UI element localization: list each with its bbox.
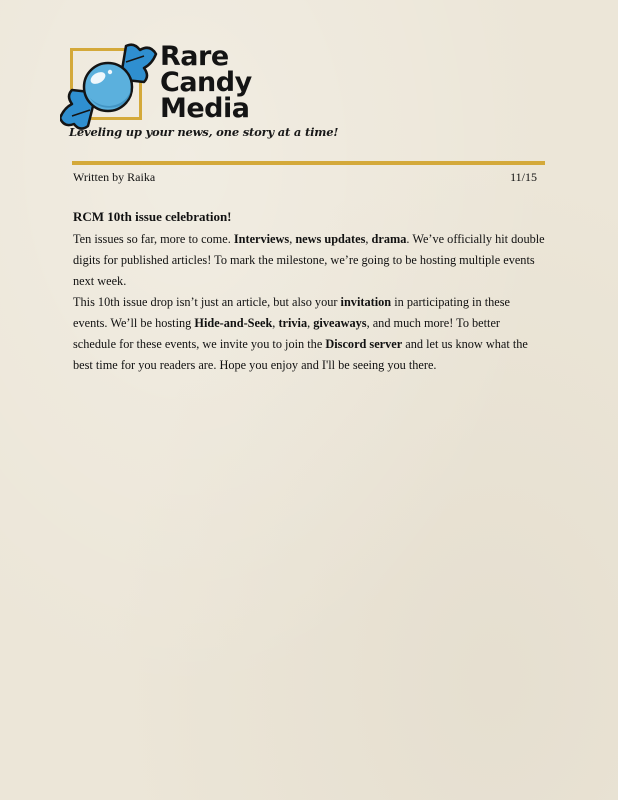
- brand-title-line-3: Media: [160, 93, 250, 124]
- brand-title-line-2: Candy: [160, 67, 252, 98]
- p1-text-2: ,: [289, 232, 296, 246]
- p2-bold-discord-server: Discord server: [325, 337, 403, 351]
- brand-tagline: Leveling up your news, one story at a time!: [69, 125, 339, 139]
- header-divider: [72, 161, 545, 165]
- p2-text-1: This 10th issue drop isn’t just an article, but also your: [73, 295, 341, 309]
- p2-bold-giveaways: giveaways: [313, 316, 367, 330]
- article-headline: RCM 10th issue celebration!: [73, 209, 232, 224]
- p2-text-2: in participating in these events. We’ll be hosting: [73, 295, 510, 330]
- article-paragraph-2: [73, 292, 545, 376]
- article: [73, 209, 545, 376]
- p1-text-4: . We’ve officially hit double digits for published articles! To mark the milestone, we’re going to be hosting multiple events next week.: [73, 232, 545, 288]
- brand-title: [160, 41, 252, 124]
- issue-date: 11/15: [510, 170, 537, 184]
- author-line: Written by Raika: [73, 170, 156, 184]
- p1-text-1: Ten issues so far, more to come.: [73, 232, 234, 246]
- p1-bold-drama: drama: [371, 232, 407, 246]
- p2-bold-trivia: trivia: [278, 316, 308, 330]
- p2-text-3: ,: [272, 316, 279, 330]
- p2-bold-hide-and-seek: Hide-and-Seek: [194, 316, 273, 330]
- byline: [73, 170, 537, 184]
- article-paragraph-1: [73, 229, 545, 292]
- brand-title-line-1: Rare: [160, 41, 229, 72]
- p1-text-3: ,: [365, 232, 372, 246]
- p2-bold-invitation: invitation: [340, 295, 392, 309]
- p1-bold-news-updates: news updates: [295, 232, 366, 246]
- rare-candy-media-logo: [60, 40, 350, 145]
- p2-text-5: , and much more! To better schedule for these events, we invite you to join the: [73, 316, 501, 351]
- p2-text-4: ,: [307, 316, 314, 330]
- p2-text-6: and let us know what the best time for you readers are. Hope you enjoy and I'll be seeing you there.: [73, 337, 528, 372]
- p1-bold-interviews: Interviews: [233, 232, 290, 246]
